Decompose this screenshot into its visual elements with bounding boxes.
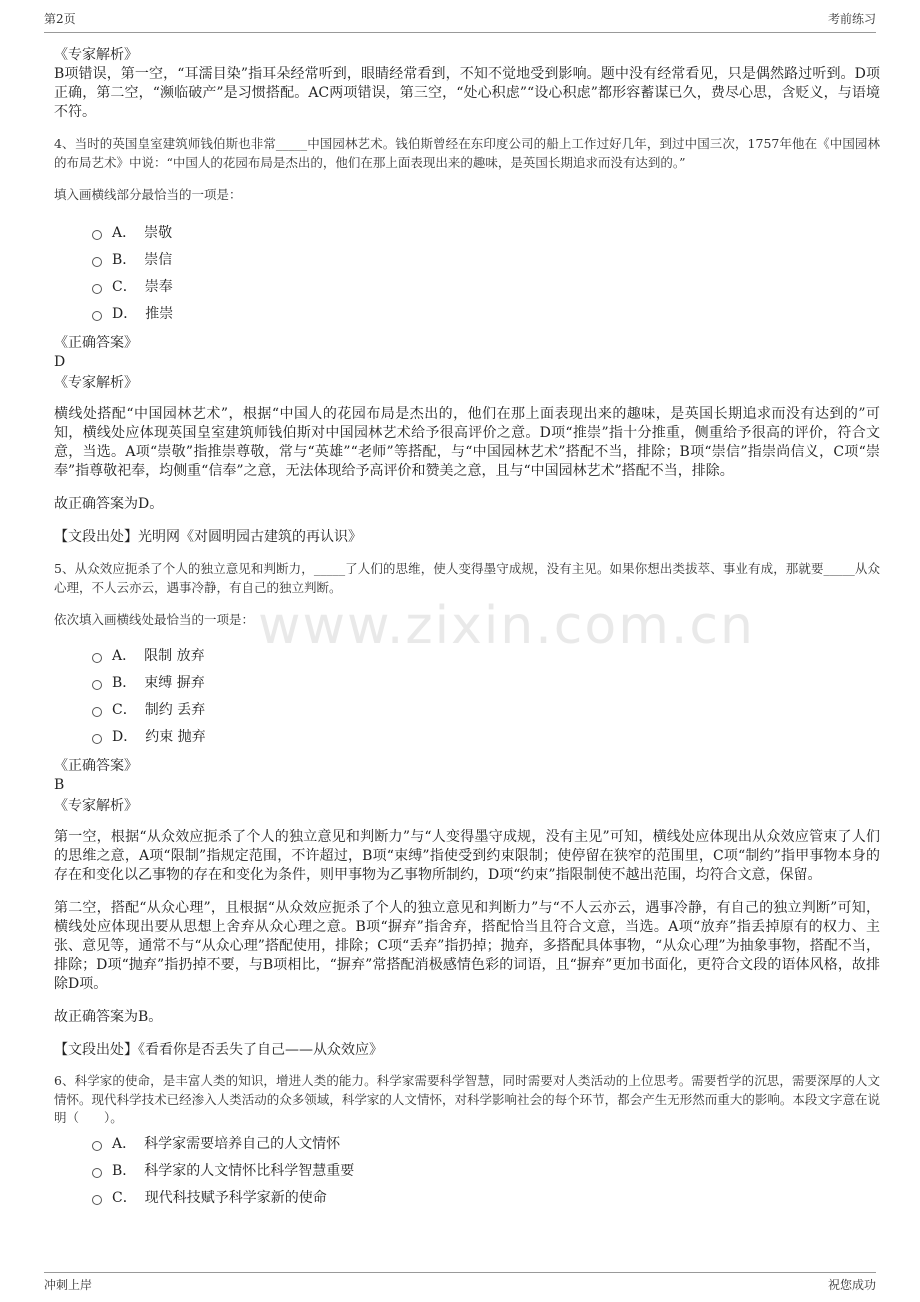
option-a[interactable]: A． 限制 放弃 [92, 641, 880, 668]
source-text: 【文段出处】光明网《对圆明园古建筑的再认识》 [54, 529, 362, 545]
answer-label: 《正确答案》 [54, 335, 138, 351]
page-footer [44, 1272, 876, 1294]
radio-icon[interactable] [92, 680, 102, 690]
radio-icon[interactable] [92, 257, 102, 267]
option-b[interactable]: B． 束缚 摒弃 [92, 668, 880, 695]
radio-icon[interactable] [92, 311, 102, 321]
conclusion-text: 故正确答案为D。 [54, 496, 164, 512]
source-text: 【文段出处】《看看你是否丢失了自己——从众效应》 [54, 1042, 383, 1058]
page-header [44, 10, 876, 33]
analysis-text-2: 第二空，搭配“从众心理”，且根据“从众效应扼杀了个人的独立意见和判断力”与“不人云亦云，遇事冷静，有自己的独立判断”可知，横线处应体现出要从思想上舍弃从众心理之意。B项“摒弃”指舍弃，搭配恰当且符合文意，当选。A项“放弃”指丢掉原有的权力、主张、意见等，通常不与“从众心理”搭配使用，排除；C项“丢弃”指扔掉；抛弃，多搭配具体事物，“从众心理”为抽象事物，搭配不当，排除；D项“抛弃”指扔掉不要，与B项相比，“摒弃”常搭配消极感情色彩的词语，且“摒弃”更加书面化，更符合文段的语体风格，故排除D项。 [54, 900, 880, 992]
question-prompt: 依次填入画横线处最恰当的一项是： [54, 612, 255, 627]
option-c[interactable]: C． 现代科技赋予科学家新的使命 [92, 1184, 880, 1211]
prev-question-analysis [54, 46, 880, 122]
option-list [54, 641, 880, 749]
option-c[interactable]: C． 崇奉 [92, 272, 880, 299]
option-c[interactable]: C． 制约 丢弃 [92, 695, 880, 722]
question-5 [54, 560, 880, 1060]
radio-icon[interactable] [92, 1168, 102, 1178]
option-b[interactable]: B． 崇信 [92, 245, 880, 272]
footer-right: 祝您成功 [827, 1278, 876, 1292]
option-d[interactable]: D． 推崇 [92, 299, 880, 326]
conclusion-text: 故正确答案为B。 [54, 1009, 163, 1025]
analysis-text: B项错误，第一空，“耳濡目染”指耳朵经常听到，眼睛经常看到，不知不觉地受到影响。题中没有经常看见，只是偶然路过听到。D项正确，第二空，“濒临破产”是习惯搭配。AC两项错误，第三空，“处心积虑”“设心积虑”都形容蓄谋已久，费尽心思，含贬义，与语境不符。 [54, 66, 880, 120]
radio-icon[interactable] [92, 653, 102, 663]
radio-icon[interactable] [92, 284, 102, 294]
question-stem: 5、从众效应扼杀了个人的独立意见和判断力，_____了人们的思维，使人变得墨守成规，没有主见。如果你想出类拔萃、事业有成，那就要_____从众心理，不人云亦云，遇事冷静，有自己的独立判断。 [54, 561, 880, 595]
analysis-label: 《专家解析》 [54, 375, 138, 391]
answer-value: B [54, 777, 65, 793]
document-content [54, 46, 880, 1211]
answer-value: D [54, 354, 66, 370]
radio-icon[interactable] [92, 1195, 102, 1205]
option-a[interactable]: A． 崇敬 [92, 218, 880, 245]
option-d[interactable]: D． 约束 抛弃 [92, 722, 880, 749]
question-prompt: 填入画横线部分最恰当的一项是： [54, 187, 242, 202]
footer-left: 冲刺上岸 [44, 1278, 93, 1292]
radio-icon[interactable] [92, 707, 102, 717]
option-b[interactable]: B． 科学家的人文情怀比科学智慧重要 [92, 1157, 880, 1184]
option-list [54, 218, 880, 326]
analysis-label: 《专家解析》 [54, 47, 138, 63]
page-number: 第2页 [44, 12, 76, 26]
analysis-label: 《专家解析》 [54, 798, 138, 814]
analysis-text-1: 第一空，根据“从众效应扼杀了个人的独立意见和判断力”与“人变得墨守成规，没有主见”可知，横线处应体现出从众效应管束了人们的思维之意，A项“限制”指规定范围，不许超过，B项“束缚”指使受到约束限制；使停留在狭窄的范围里，C项“制约”指甲事物本身的存在和变化以乙事物的存在和变化为条件，则甲事物为乙事物所制约，D项“约束”指限制使不越出范围，均符合文意，保留。 [54, 829, 880, 883]
question-6 [54, 1072, 880, 1211]
option-a[interactable]: A． 科学家需要培养自己的人文情怀 [92, 1130, 880, 1157]
question-stem: 6、科学家的使命，是丰富人类的知识，增进人类的能力。科学家需要科学智慧，同时需要对人类活动的上位思考。需要哲学的沉思，需要深厚的人文情怀。现代科学技术已经渗入人类活动的众多领域，科学家的人文情怀，对科学影响社会的每个环节，都会产生无形然而重大的影响。本段文字意在说明（ ）。 [54, 1073, 880, 1125]
radio-icon[interactable] [92, 1141, 102, 1151]
question-stem: 4、当时的英国皇室建筑师钱伯斯也非常_____中国园林艺术。钱伯斯曾经在东印度公司的船上工作过好几年，到过中国三次，1757年他在《中国园林的布局艺术》中说：“中国人的花园布局是杰出的，他们在那上面表现出来的趣味，是英国长期追求而没有达到的。” [54, 136, 880, 170]
watermark: www.zixin.com.cn [258, 596, 755, 656]
answer-label: 《正确答案》 [54, 758, 138, 774]
analysis-text: 横线处搭配“中国园林艺术”，根据“中国人的花园布局是杰出的，他们在那上面表现出来的趣味，是英国长期追求而没有达到的”可知，横线处应体现英国皇室建筑师钱伯斯对中国园林艺术给予很高评价之意。D项“推崇”指十分推重，侧重给予很高的评价，符合文意，当选。A项“崇敬”指推崇尊敬，常与“英雄”“老师”等搭配，与“中国园林艺术”搭配不当，排除；B项“崇信”指崇尚信义，C项“崇奉”指尊敬祀奉，均侧重“信奉”之意，无法体现给予高评价和赞美之意，且与“中国园林艺术”搭配不当，排除。 [54, 406, 880, 479]
radio-icon[interactable] [92, 734, 102, 744]
header-title: 考前练习 [827, 12, 876, 26]
radio-icon[interactable] [92, 230, 102, 240]
option-list [54, 1130, 880, 1211]
question-4 [54, 135, 880, 547]
